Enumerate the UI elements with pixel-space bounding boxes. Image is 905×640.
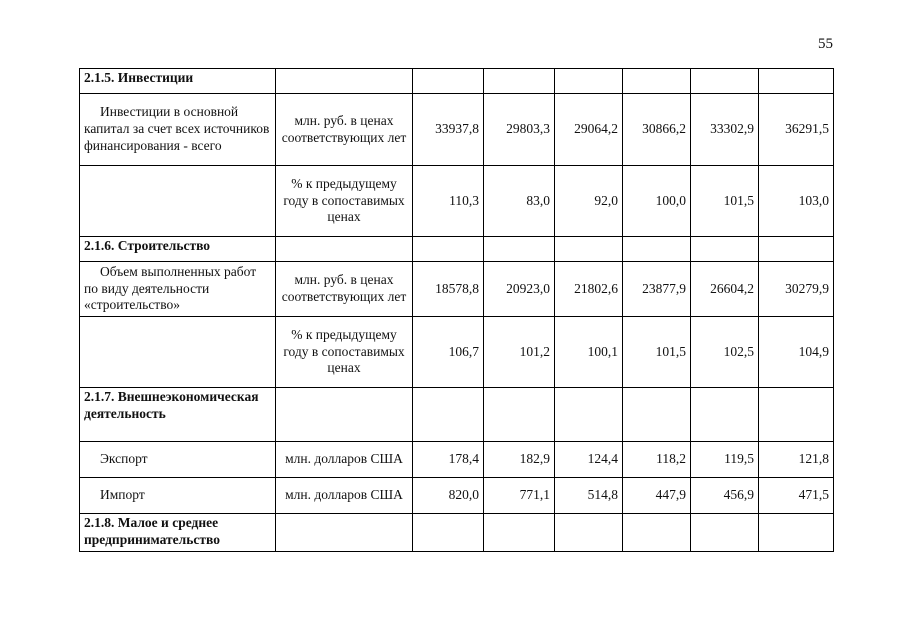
value-cell: 30279,9 xyxy=(759,262,834,317)
value-cell: 36291,5 xyxy=(759,94,834,166)
statistics-table xyxy=(79,68,834,552)
row-name xyxy=(80,166,276,237)
value-cell: 83,0 xyxy=(484,166,555,237)
value-cell: 182,9 xyxy=(484,442,555,478)
value-cell: 820,0 xyxy=(413,478,484,514)
page-number: 55 xyxy=(818,36,833,52)
section-title: 2.1.8. Малое и среднее предпринимательство xyxy=(80,514,276,552)
section-title: 2.1.7. Внешнеэкономическая деятельность xyxy=(80,388,276,442)
value-cell: 101,5 xyxy=(623,317,691,388)
value-cell: 771,1 xyxy=(484,478,555,514)
table-row xyxy=(80,262,834,317)
table-row xyxy=(80,94,834,166)
value-cell: 103,0 xyxy=(759,166,834,237)
section-row-construction xyxy=(80,237,834,262)
value-cell: 178,4 xyxy=(413,442,484,478)
row-name: Инвестиции в основной капитал за счет всех источников финансирования - всего xyxy=(80,94,276,166)
value-cell: 30866,2 xyxy=(623,94,691,166)
value-cell: 104,9 xyxy=(759,317,834,388)
value-cell: 26604,2 xyxy=(691,262,759,317)
value-cell: 101,2 xyxy=(484,317,555,388)
value-cell: 100,0 xyxy=(623,166,691,237)
value-cell: 106,7 xyxy=(413,317,484,388)
section-row-foreign-trade xyxy=(80,388,834,442)
value-cell: 29064,2 xyxy=(555,94,623,166)
value-cell: 21802,6 xyxy=(555,262,623,317)
value-cell: 110,3 xyxy=(413,166,484,237)
value-cell: 92,0 xyxy=(555,166,623,237)
section-title: 2.1.6. Строительство xyxy=(80,237,276,262)
table-row xyxy=(80,317,834,388)
row-unit: млн. долларов США xyxy=(276,478,413,514)
row-unit: млн. руб. в ценах соответствующих лет xyxy=(276,262,413,317)
value-cell: 29803,3 xyxy=(484,94,555,166)
value-cell: 102,5 xyxy=(691,317,759,388)
value-cell: 118,2 xyxy=(623,442,691,478)
row-name: Объем выполненных работ по виду деятельности «строительство» xyxy=(80,262,276,317)
section-row-small-business xyxy=(80,514,834,552)
value-cell: 101,5 xyxy=(691,166,759,237)
value-cell: 124,4 xyxy=(555,442,623,478)
value-cell: 33937,8 xyxy=(413,94,484,166)
section-title: 2.1.5. Инвестиции xyxy=(80,69,276,94)
row-name xyxy=(80,317,276,388)
value-cell: 471,5 xyxy=(759,478,834,514)
value-cell: 23877,9 xyxy=(623,262,691,317)
row-unit: млн. руб. в ценах соответствующих лет xyxy=(276,94,413,166)
value-cell: 447,9 xyxy=(623,478,691,514)
row-unit: % к предыдущему году в сопоставимых ценах xyxy=(276,166,413,237)
value-cell: 119,5 xyxy=(691,442,759,478)
value-cell: 100,1 xyxy=(555,317,623,388)
value-cell: 18578,8 xyxy=(413,262,484,317)
value-cell: 514,8 xyxy=(555,478,623,514)
table-row xyxy=(80,166,834,237)
value-cell: 121,8 xyxy=(759,442,834,478)
row-unit: % к предыдущему году в сопоставимых ценах xyxy=(276,317,413,388)
table-row xyxy=(80,442,834,478)
value-cell: 456,9 xyxy=(691,478,759,514)
value-cell: 33302,9 xyxy=(691,94,759,166)
value-cell: 20923,0 xyxy=(484,262,555,317)
row-name: Экспорт xyxy=(80,442,276,478)
section-row-investments xyxy=(80,69,834,94)
table-row xyxy=(80,478,834,514)
row-unit: млн. долларов США xyxy=(276,442,413,478)
row-name: Импорт xyxy=(80,478,276,514)
